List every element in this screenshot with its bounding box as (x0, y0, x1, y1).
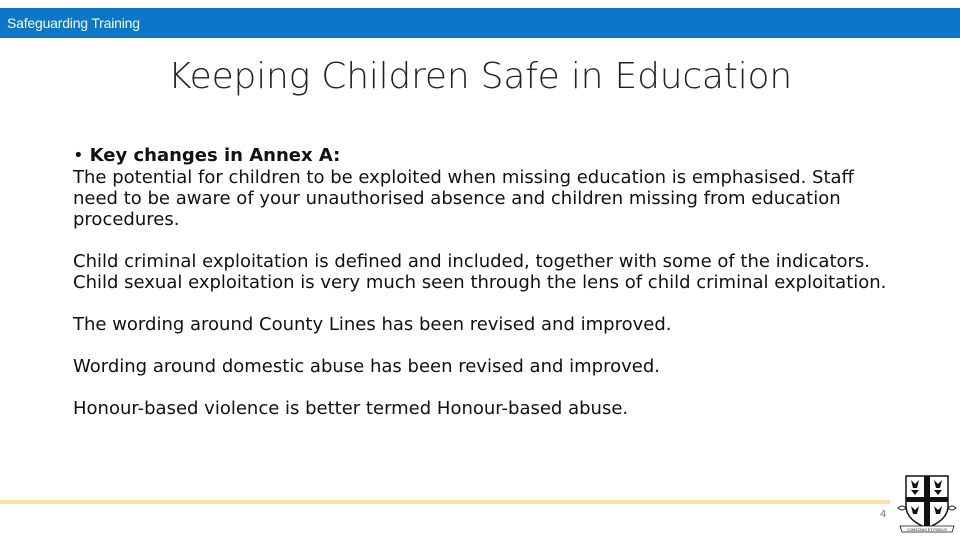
bullet-heading (73, 145, 903, 167)
paragraph-missing-education: The potential for children to be exploited when missing education is emphasised. Staff need to be aware of your unauthorised absence and children missing from education procedures. (73, 167, 854, 230)
slide-content (73, 145, 903, 419)
paragraph-county-lines: The wording around County Lines has been revised and improved. (73, 314, 672, 335)
bullet-icon: • (73, 145, 84, 166)
crest-motto: CONSTANS ET FIDELIS (907, 528, 947, 532)
paragraph-criminal-exploitation: Child criminal exploitation is defined and included, together with some of the indicators. Child sexual exploitation is very much seen through the lens of child criminal exploitation. (73, 251, 887, 293)
header-band-title: Safeguarding Training (7, 15, 140, 31)
school-crest-icon (896, 470, 958, 536)
header-band (0, 8, 960, 38)
bullet-heading-text: Key changes in Annex A: (89, 145, 341, 166)
paragraph-honour-based-abuse: Honour-based violence is better termed Honour-based abuse. (73, 398, 629, 419)
footer-divider (0, 500, 890, 504)
paragraph-domestic-abuse: Wording around domestic abuse has been revised and improved. (73, 356, 660, 377)
page-number: 4 (880, 509, 887, 520)
slide-title: Keeping Children Safe in Education (168, 56, 792, 97)
